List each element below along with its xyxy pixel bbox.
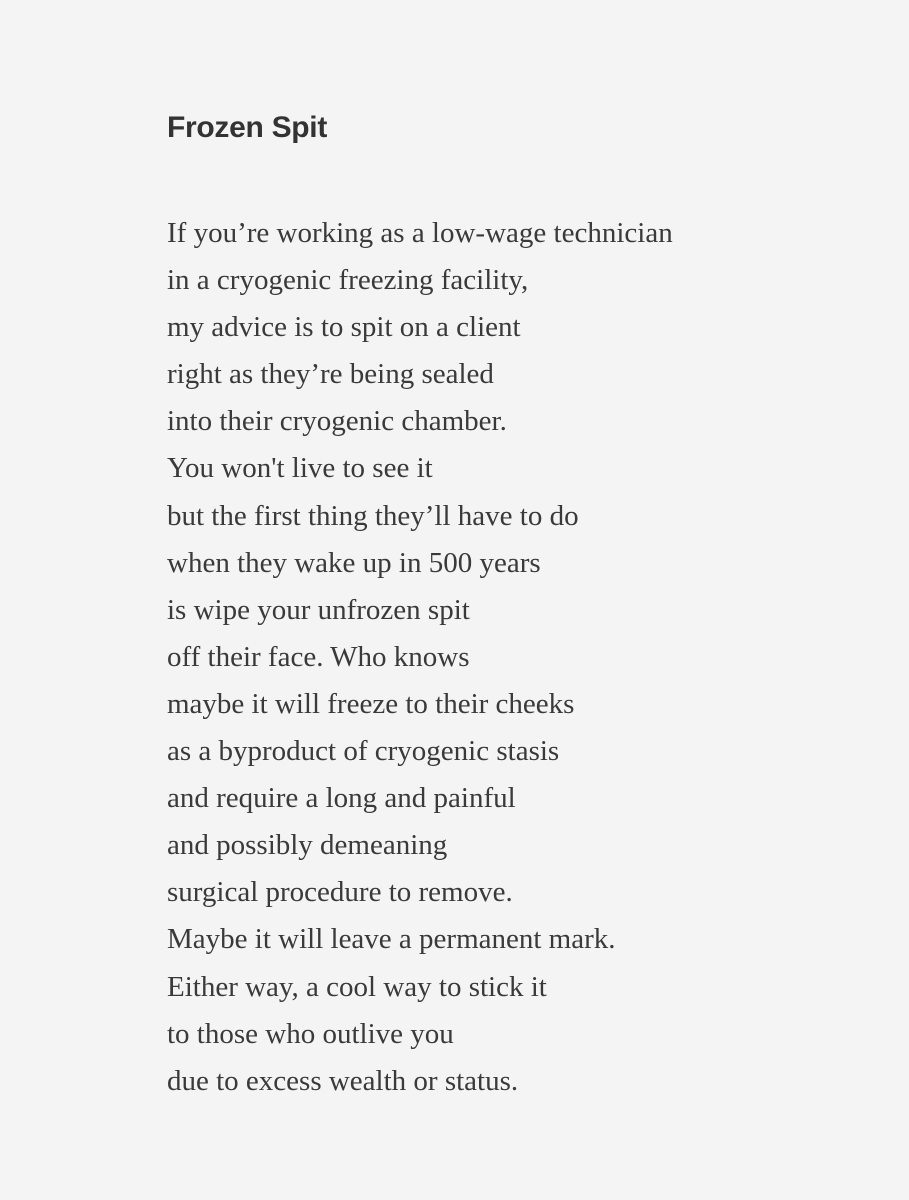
poem-line: is wipe your unfrozen spit [167, 593, 470, 626]
poem-line: as a byproduct of cryogenic stasis [167, 735, 560, 768]
poem-line: to those who outlive you [167, 1017, 454, 1050]
poem-line: off their face. Who knows [167, 640, 470, 673]
poem-line: and require a long and painful [167, 782, 516, 815]
poem-line: due to excess wealth or status. [167, 1064, 519, 1097]
poem-line: You won't live to see it [167, 452, 433, 485]
poem-line: right as they’re being sealed [167, 358, 494, 391]
poem-line: Either way, a cool way to stick it [167, 970, 547, 1003]
poem-body [167, 210, 867, 1105]
poem-line: my advice is to spit on a client [167, 311, 521, 344]
poem-container [167, 108, 867, 1105]
poem-line: Maybe it will leave a permanent mark. [167, 923, 616, 956]
poem-line: and possibly demeaning [167, 829, 448, 862]
poem-line: maybe it will freeze to their cheeks [167, 687, 575, 720]
poem-line: surgical procedure to remove. [167, 876, 513, 909]
poem-line: into their cryogenic chamber. [167, 405, 507, 438]
poem-line: in a cryogenic freezing facility, [167, 264, 529, 297]
poem-line: but the first thing they’ll have to do [167, 499, 579, 532]
poem-line: If you’re working as a low-wage technician [167, 217, 673, 249]
poem-line: when they wake up in 500 years [167, 546, 541, 579]
poem-title: Frozen Spit [167, 111, 328, 144]
